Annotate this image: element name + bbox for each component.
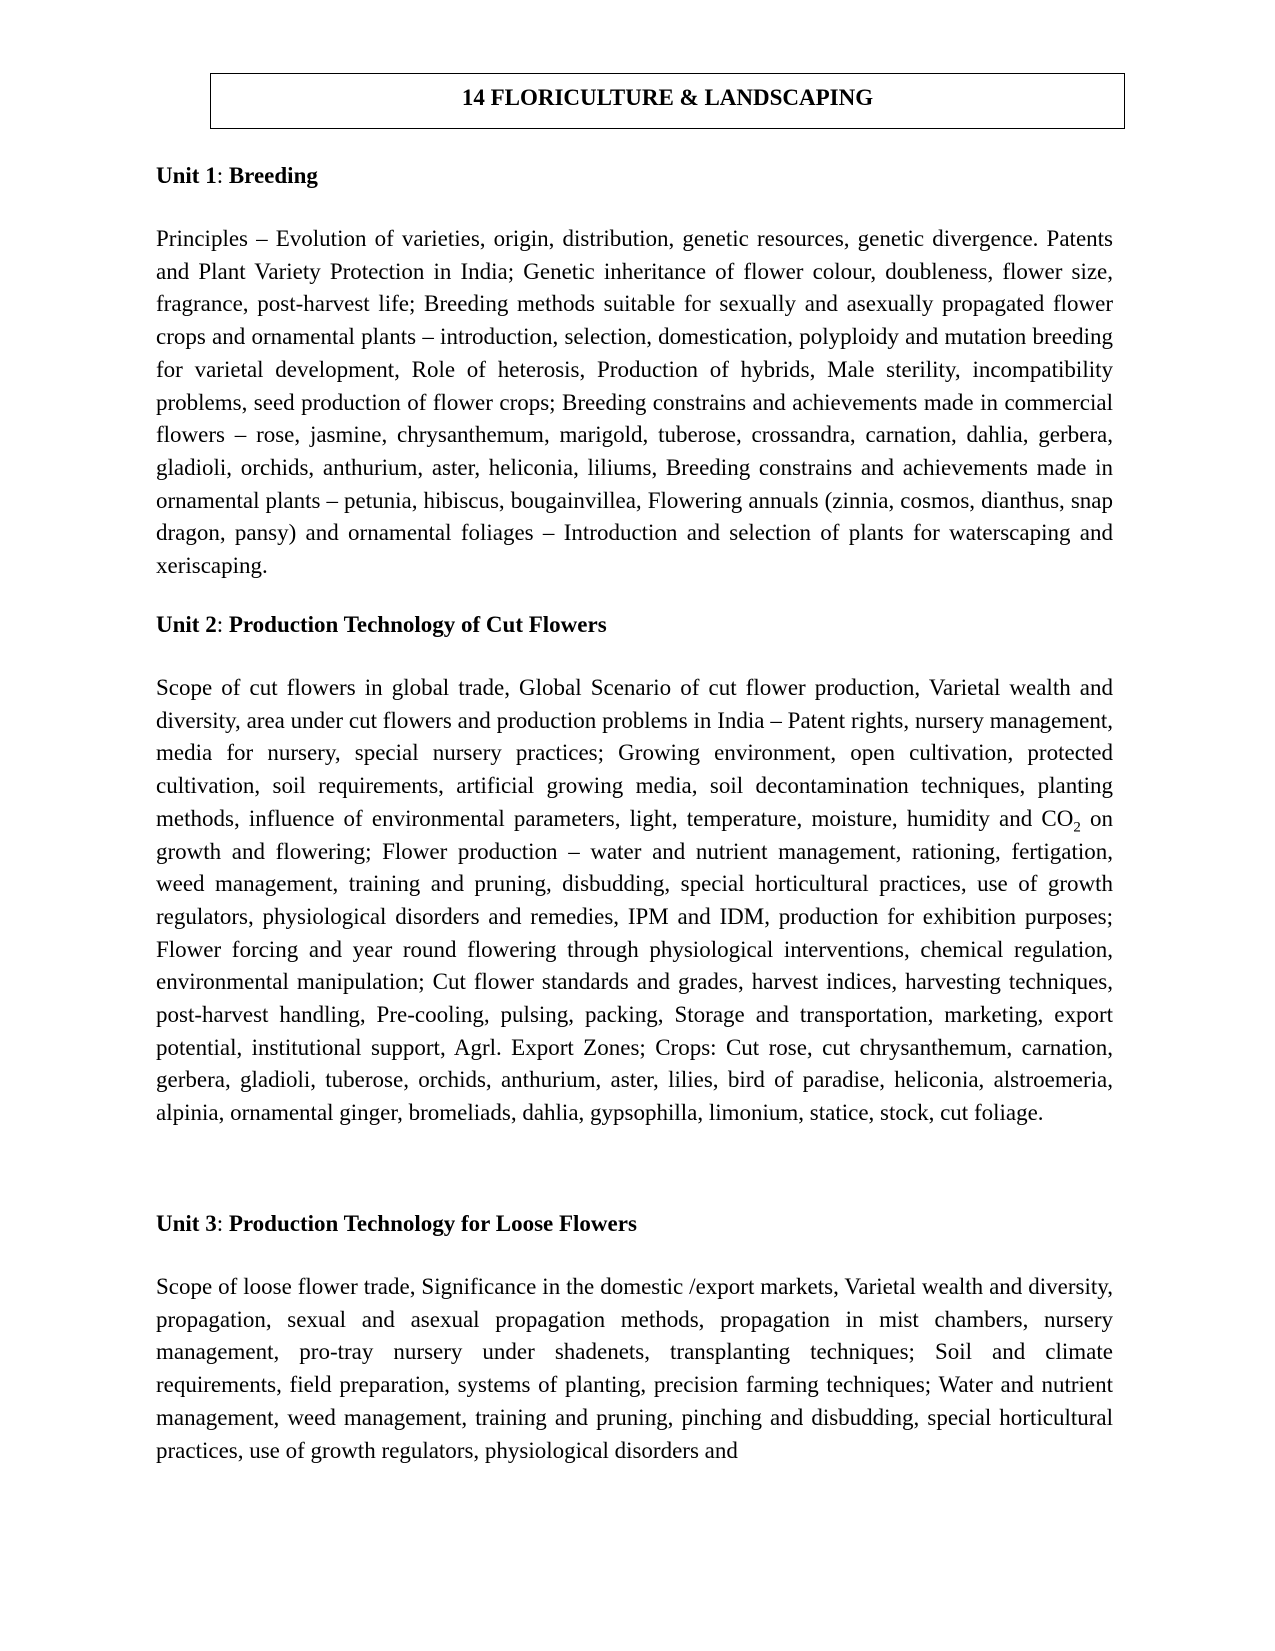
page-title: 14 FLORICULTURE & LANDSCAPING xyxy=(461,84,874,110)
unit-1-separator: : xyxy=(216,163,229,188)
unit-2-label: Unit 2 xyxy=(156,612,217,637)
co2-subscript: 2 xyxy=(1073,819,1081,836)
unit-2-separator: : xyxy=(216,612,229,637)
unit-3-body: Scope of loose flower trade, Significance in the domestic /export markets, Varietal wealth and diversity, propagation, sexual and asexual propagation methods, propagation in mist chambers, nursery management, pro-tray nursery under shadenets, transplanting techniques; Soil and climate requirements, field preparation, systems of planting, precision farming techniques; Water and nutrient management, weed management, training and pruning, pinching and disbudding, special horticultural practices, use of growth regulators, physiological disorders and xyxy=(156,1274,1113,1463)
unit-2-body-part-2: on growth and flowering; Flower production – water and nutrient management, rationing, fertigation, weed management, training and pruning, disbudding, special horticultural practices, use of growth regulators, physiological disorders and remedies, IPM and IDM, production for exhibition purposes; Flower forcing and year round flowering through physiological interventions, chemical regulation, environmental manipulation; Cut flower standards and grades, harvest indices, harvesting techniques, post-harvest handling, Pre-cooling, pulsing, packing, Storage and transportation, marketing, export potential, institutional support, Agrl. Export Zones; Crops: Cut rose, cut chrysanthemum, carnation, gerbera, gladioli, tuberose, orchids, anthurium, aster, lilies, bird of paradise, heliconia, alstroemeria, alpinia, ornamental ginger, bromeliads, dahlia, gypsophilla, limonium, statice, stock, cut foliage. xyxy=(156,805,1114,1126)
unit-3-separator: : xyxy=(216,1211,229,1236)
unit-3-title: Production Technology for Loose Flowers xyxy=(228,1211,637,1236)
unit-1-body: Principles – Evolution of varieties, origin, distribution, genetic resources, genetic divergence. Patents and Plant Variety Protection in India; Genetic inheritance of flower colour, doubleness, flower size, fragrance, post-harvest life; Breeding methods suitable for sexually and asexually propagated flower crops and ornamental plants – introduction, selection, domestication, polyploidy and mutation breeding for varietal development, Role of heterosis, Production of hybrids, Male sterility, incompatibility problems, seed production of flower crops; Breeding constrains and achievements made in commercial flowers – rose, jasmine, chrysanthemum, marigold, tuberose, crossandra, carnation, dahlia, gerbera, gladioli, orchids, anthurium, aster, heliconia, liliums, Breeding constrains and achievements made in ornamental plants – petunia, hibiscus, bougainvillea, Flowering annuals (zinnia, cosmos, dianthus, snap dragon, pansy) and ornamental foliages – Introduction and selection of plants for waterscaping and xeriscaping. xyxy=(156,226,1113,579)
unit-1-title: Breeding xyxy=(228,163,318,188)
unit-1-heading xyxy=(156,162,318,190)
unit-2-body xyxy=(156,672,1113,1130)
unit-2-title: Production Technology of Cut Flowers xyxy=(228,612,607,637)
unit-2-heading xyxy=(156,611,607,639)
title-box xyxy=(210,73,1125,129)
unit-2-body-part-1: Scope of cut flowers in global trade, Global Scenario of cut flower production, Varietal wealth and diversity, area under cut flowers and production problems in India – Patent rights, nursery management, media for nursery, special nursery practices; Growing environment, open cultivation, protected cultivation, soil requirements, artificial growing media, soil decontamination techniques, planting methods, influence of environmental parameters, light, temperature, moisture, humidity and CO xyxy=(156,675,1113,831)
unit-3-label: Unit 3 xyxy=(156,1211,217,1236)
unit-1-label: Unit 1 xyxy=(156,163,217,188)
unit-3-heading xyxy=(156,1210,637,1238)
